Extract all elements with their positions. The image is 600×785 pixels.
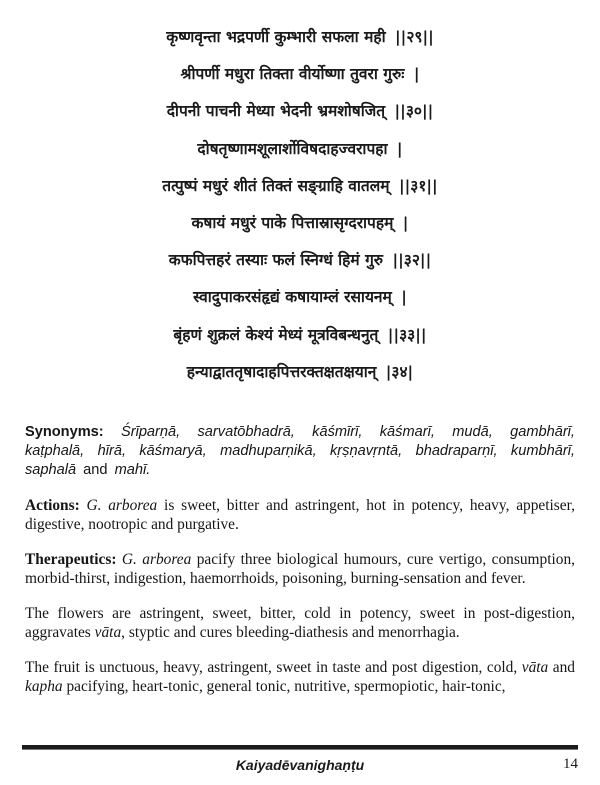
- flowers-text-2: , styptic and cures bleeding-diathesis and menorrhagia.: [121, 624, 460, 641]
- synonyms-and: and: [76, 462, 115, 478]
- verse-line: [0, 171, 600, 208]
- fruit-text-3: pacifying, heart-tonic, general tonic, nutritive, spermopiotic, hair-tonic,: [62, 678, 506, 695]
- therapeutics-paragraph: [25, 550, 575, 588]
- verse-number: ||३३||: [387, 325, 427, 344]
- verse-text: हन्याद्वाततृषादाहपित्तरक्तक्षतक्षयान्: [186, 362, 377, 381]
- verse-text: स्वादुपाकरसंहृद्यं कषायाम्लं रसायनम्: [193, 288, 392, 307]
- synonyms-paragraph: [25, 423, 575, 480]
- verse-line: [0, 208, 600, 245]
- verse-line: [0, 22, 600, 59]
- fruit-paragraph: [25, 658, 575, 696]
- verse-text: बृंहणं शुक्रलं केश्यं मेध्यं मूत्रविबन्धनुत्: [173, 325, 379, 344]
- verse-line: [0, 96, 600, 133]
- kapha-term: kapha: [25, 678, 63, 695]
- fruit-text-2: and: [548, 659, 575, 676]
- verse-number: ||३२||: [392, 251, 432, 270]
- species-name: G. arborea: [86, 497, 158, 514]
- actions-text: is sweet, bitter and astringent, hot in potency, heavy, appetiser, digestive, nootropic and purgative.: [25, 497, 575, 533]
- actions-paragraph: [25, 496, 575, 534]
- verse-number: ||३१||: [398, 176, 438, 195]
- verse-text: श्रीपर्णी मधुरा तिक्ता वीर्योष्णा तुवरा गुरुः: [180, 65, 405, 84]
- verse-line: [0, 245, 600, 282]
- sanskrit-verses: [0, 22, 600, 394]
- flowers-text-1: The flowers are astringent, sweet, bitter, cold in potency, sweet in post-digestion, aggravates: [25, 605, 575, 641]
- therapeutics-label: Therapeutics:: [25, 551, 117, 568]
- footer-rule: [22, 745, 578, 750]
- vata-term: vāta: [94, 624, 122, 641]
- synonyms-last: mahī.: [114, 462, 151, 478]
- commentary: [25, 423, 575, 712]
- verse-number: |: [402, 213, 409, 232]
- page-number: 14: [563, 756, 578, 772]
- verse-number: ||२९||: [395, 28, 434, 46]
- species-name: G. arborea: [121, 551, 192, 568]
- actions-label: Actions:: [25, 497, 80, 514]
- vata-term: vāta: [521, 659, 549, 676]
- verse-text: दोषतृष्णामशूलार्शोविषदाहज्वरापहा: [197, 139, 388, 158]
- verse-line: [0, 357, 600, 394]
- verse-text: कृष्णवृन्ता भद्रपर्णी कुम्भारी सफला मही: [166, 28, 386, 46]
- flowers-paragraph: [25, 604, 575, 642]
- verse-line: [0, 59, 600, 96]
- therapeutics-text: pacify three biological humours, cure vertigo, consumption, morbid-thirst, indigestion, haemorrhoids, poisoning, burning-sensation and fever.: [25, 551, 575, 587]
- synonyms-list: Śrīparṇā, sarvatōbhadrā, kāśmīrī, kāśmarī, mudā, gambhārī, kaṭphalā, hīrā, kāśmaryā, madhuparṇikā, kṛṣṇavṛntā, bhadraparṇī, kumbhārī, saphalā: [25, 424, 575, 478]
- verse-line: [0, 320, 600, 357]
- fruit-text-1: The fruit is unctuous, heavy, astringent, sweet in taste and post digestion, cold,: [25, 659, 522, 676]
- verse-number: |: [401, 288, 407, 307]
- verse-text: दीपनी पाचनी मेध्या भेदनी भ्रमशोषजित्: [166, 102, 386, 121]
- footer-book-title: Kaiyadēvanighaṇṭu: [235, 757, 365, 773]
- verse-number: |: [413, 65, 420, 84]
- verse-line: [0, 282, 600, 319]
- verse-text: कषायं मधुरं पाके पित्तास्रासृग्दरापहम्: [191, 213, 394, 232]
- verse-number: |३४|: [385, 362, 414, 381]
- verse-text: तत्पुष्पं मधुरं शीतं तिक्तं सङ्ग्राहि वातलम्: [162, 176, 390, 195]
- synonyms-label: Synonyms:: [25, 424, 104, 440]
- verse-number: |: [396, 139, 403, 158]
- verse-line: [0, 134, 600, 171]
- verse-number: ||३०||: [394, 102, 434, 121]
- verse-text: कफपित्तहरं तस्याः फलं स्निग्धं हिमं गुरु: [168, 251, 384, 270]
